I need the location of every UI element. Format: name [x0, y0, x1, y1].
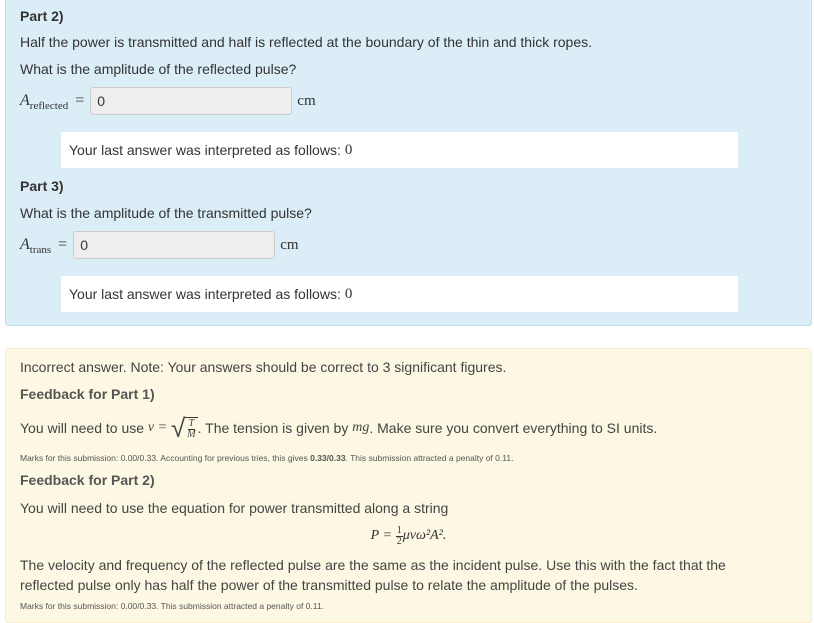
reflected-amplitude-input[interactable]: 0 — [90, 87, 292, 115]
velocity-formula: v = — [147, 420, 168, 435]
tension-expression: mg — [352, 420, 370, 435]
incorrect-answer-text: Incorrect answer. Note: Your answers should be correct to 3 significant figures. — [20, 359, 507, 375]
transmitted-amplitude-input[interactable]: 0 — [73, 231, 275, 259]
sqrt-expression: √ $\frac{T}{M}$ — [170, 413, 196, 443]
part3-interpreted-box — [61, 276, 738, 312]
feedback-part1-text: You will need to use v = √ $\frac{T}{M}$ . The tension is given by mg . Make sure you convert everything to SI units. — [20, 413, 658, 443]
feedback-part2-paragraph: The velocity and frequency of the reflected pulse are the same as the incident pulse. Use this with the fact that the reflected pulse only has half the power of the transmitted pulse to relate the amplitude of the pulses. — [20, 557, 726, 593]
feedback-part2-title: Feedback for Part 2) — [20, 472, 155, 488]
part2-statement: Half the power is transmitted and half is reflected at the boundary of the thin and thick ropes. — [20, 34, 592, 50]
part2-interpreted-prefix: Your last answer was interpreted as follows: — [69, 142, 341, 158]
part2-question: What is the amplitude of the reflected pulse? — [20, 61, 297, 77]
feedback-part1-title: Feedback for Part 1) — [20, 386, 155, 402]
part2-answer-row — [20, 86, 316, 116]
part3-interpreted-value: 0 — [344, 285, 353, 302]
feedback-panel — [5, 348, 812, 623]
part2-interpreted-value: 0 — [344, 141, 353, 158]
part1-marks: Marks for this submission: 0.00/0.33. Accounting for previous tries, this gives 0.33/0.33. This submission attracted a penalty of 0.11. — [20, 453, 514, 463]
question-panel — [5, 0, 812, 326]
part2-marks: Marks for this submission: 0.00/0.33. This submission attracted a penalty of 0.11. — [20, 601, 324, 611]
feedback-part2-text: You will need to use the equation for power transmitted along a string — [20, 500, 449, 516]
part2-answer-label: $A_{reflected}$ = — [20, 92, 85, 112]
part3-question: What is the amplitude of the transmitted pulse? — [20, 205, 312, 221]
part3-answer-row — [20, 230, 299, 260]
part3-unit: cm — [280, 236, 299, 253]
part3-title: Part 3) — [20, 178, 64, 194]
part2-interpreted-box — [61, 132, 738, 168]
part2-unit: cm — [297, 92, 316, 109]
part3-answer-label: $A_{trans}$ = — [20, 236, 68, 256]
part2-title: Part 2) — [20, 8, 64, 24]
part3-interpreted-prefix: Your last answer was interpreted as follows: — [69, 286, 341, 302]
power-equation: P = $\frac{1}{2}$ μvω²A². — [370, 524, 447, 547]
